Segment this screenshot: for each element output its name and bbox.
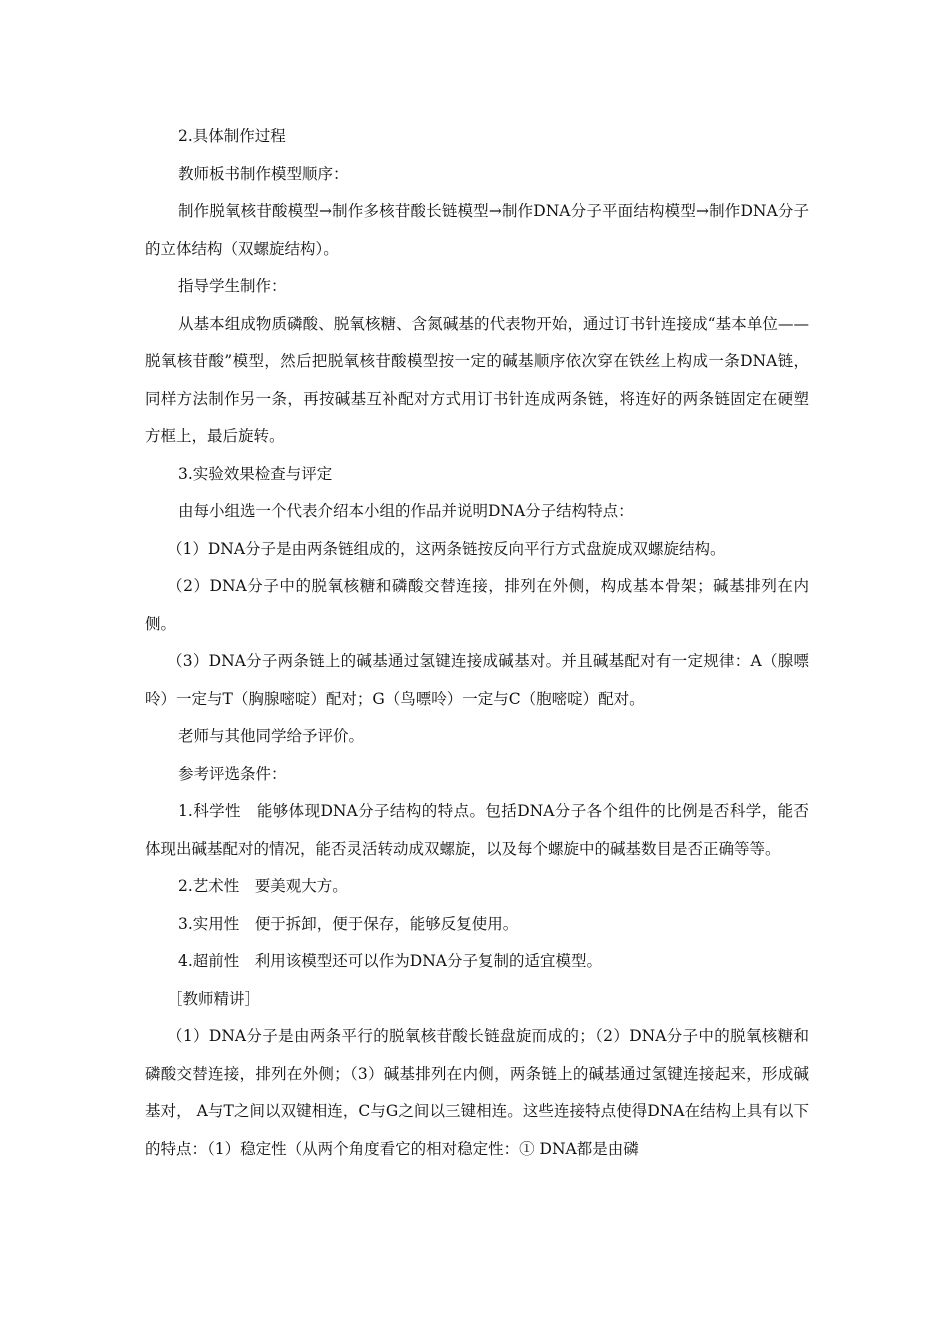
list-item-criterion-scientific: 1.科学性 能够体现DNA分子结构的特点。包括DNA分子各个组件的比例是否科学，能否体现出碱基配对的情况，能否灵活转动成双螺旋，以及每个螺旋中的碱基数目是否正确等等。	[145, 802, 809, 858]
section-heading-process: 2.具体制作过程	[178, 127, 286, 145]
paragraph-teacher-lecture: （1）DNA分子是由两条平行的脱氧核苷酸长链盘旋而成的；（2）DNA分子中的脱氧核糖和磷酸交替连接，排列在外侧；（3）碱基排列在内侧，两条链上的碱基通过氢键连接起来，形成碱基对， A与T之间以双键相连，C与G之间以三键相连。这些连接特点使得DNA在结构上具有以下的特点：（1）稳定性（从两个角度看它的相对稳定性：① DNA都是由磷	[145, 1027, 809, 1158]
document-page	[145, 118, 809, 1168]
list-item-feature-2: （2）DNA分子中的脱氧核糖和磷酸交替连接，排列在外侧，构成基本骨架；碱基排列在内侧。	[145, 577, 809, 633]
list-item-criterion-practical: 3.实用性 便于拆卸，便于保存，能够反复使用。	[178, 914, 519, 933]
paragraph-build-steps: 从基本组成物质磷酸、脱氧核糖、含氮碱基的代表物开始，通过订书针连接成“基本单位——脱氧核苷酸”模型，然后把脱氧核苷酸模型按一定的碱基顺序依次穿在铁丝上构成一条DNA链，同样方法制作另一条，再按碱基互补配对方式用订书针连成两条链，将连好的两条链固定在硬塑方框上，最后旋转。	[145, 314, 809, 445]
paragraph-peer-review: 老师与其他同学给予评价。	[178, 727, 365, 745]
list-item-criterion-advanced: 4.超前性 利用该模型还可以作为DNA分子复制的适宜模型。	[178, 952, 602, 970]
paragraph-model-sequence: 制作脱氧核苷酸模型→制作多核苷酸长链模型→制作DNA分子平面结构模型→制作DNA分子的立体结构（双螺旋结构）。	[145, 202, 809, 258]
section-heading-teacher-lecture: ［教师精讲］	[167, 989, 261, 1008]
section-heading-evaluation: 3.实验效果检查与评定	[178, 464, 333, 483]
list-item-feature-3: （3）DNA分子两条链上的碱基通过氢键连接成碱基对。并且碱基配对有一定规律：A（腺嘌呤）一定与T（胸腺嘧啶）配对；G（鸟嘌呤）一定与C（胞嘧啶）配对。	[145, 652, 809, 708]
paragraph-guide-students: 指导学生制作：	[178, 277, 287, 295]
paragraph-criteria-heading: 参考评选条件：	[178, 764, 287, 783]
paragraph-group-intro: 由每小组选一个代表介绍本小组的作品并说明DNA分子结构特点：	[178, 502, 634, 520]
paragraph-board-order: 教师板书制作模型顺序：	[178, 164, 349, 183]
list-item-feature-1: （1）DNA分子是由两条链组成的，这两条链按反向平行方式盘旋成双螺旋结构。	[167, 539, 726, 558]
list-item-criterion-artistic: 2.艺术性 要美观大方。	[178, 877, 348, 895]
